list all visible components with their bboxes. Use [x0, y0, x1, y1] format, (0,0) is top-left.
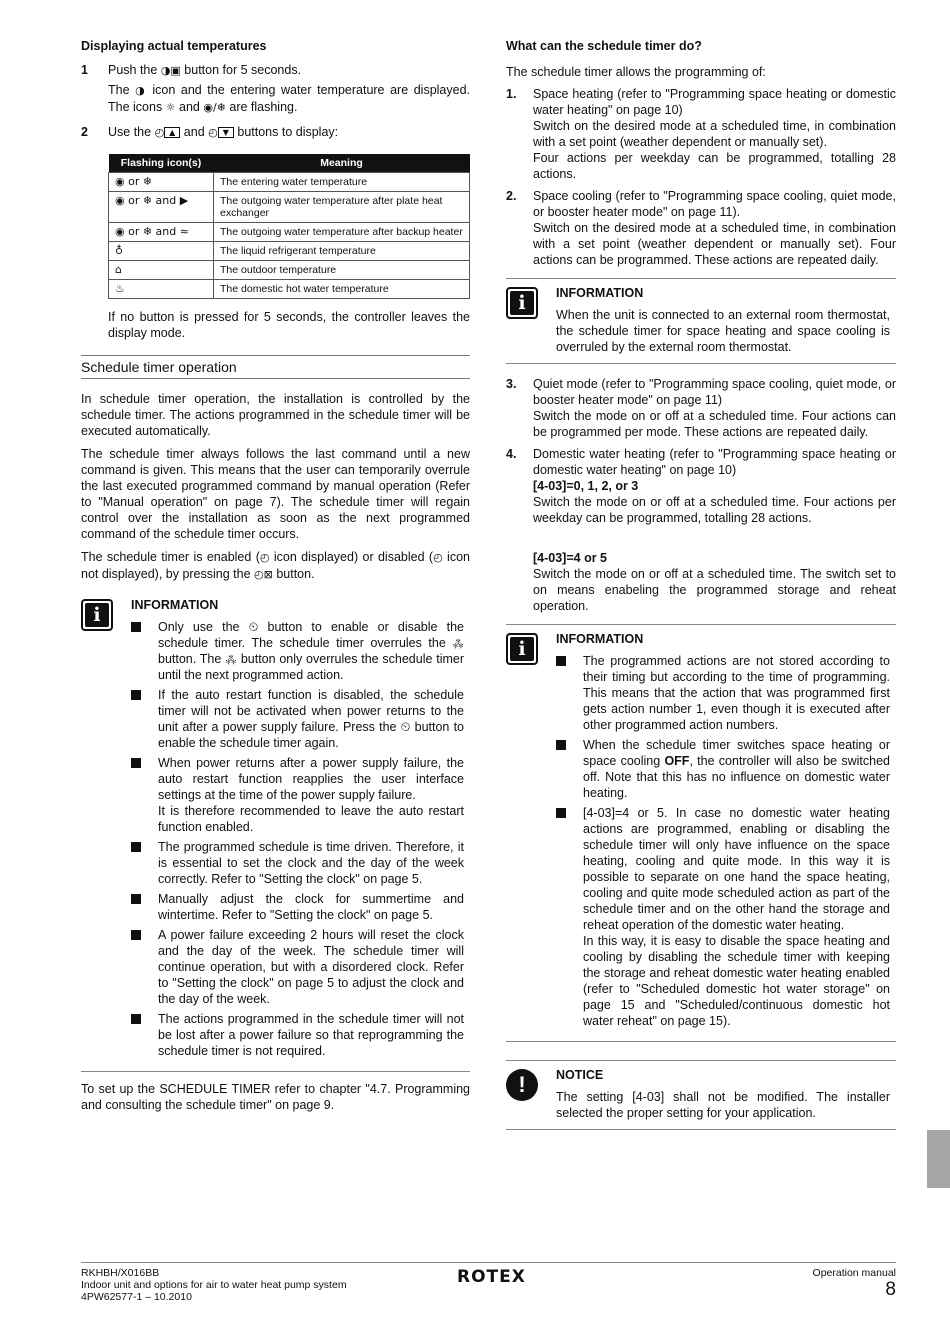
info-bullet: Only use the ⏲ button to enable or disable the schedule timer. The schedule timer overrules the ⁂ button. The ⁂ button only overrules the schedule timer until the next programmed action.	[131, 619, 464, 683]
bullet-square-icon	[556, 808, 566, 818]
footer-doc-number: 4PW62577-1 – 10.2010	[81, 1291, 192, 1303]
section-title: Schedule timer operation	[81, 355, 470, 379]
bullet-square-icon	[131, 690, 141, 700]
list-item: 3. Quiet mode (refer to "Programming space cooling, quiet mode, or booster heater mode" on page 11) Switch the mode on or off at a scheduled time. Four actions can be programmed per mode. These actions are repeated daily.	[506, 377, 896, 439]
info-symbol-icon: ◑	[135, 84, 147, 97]
list-item: 2. Space cooling (refer to "Programming space cooling, quiet mode, or booster heater mode" on page 11). Switch on the desired mode at a scheduled time, in combination with a set point (weather dependent or manually set). Four actions can be programmed. These actions are repeated daily.	[506, 189, 896, 267]
sun-icon: ☼	[165, 101, 176, 114]
setting-label: [4-03]=0, 1, 2, or 3	[533, 479, 639, 493]
info-text: When the unit is connected to an external room thermostat, the schedule timer for space heating and space cooling is overruled by the external room thermostat.	[556, 308, 890, 354]
icon-table-wrap	[108, 154, 470, 341]
footer-description: Indoor unit and options for air to water heat pump system	[81, 1279, 347, 1291]
heat-cool-icon: ◉/❄	[203, 101, 226, 114]
table-row	[109, 280, 470, 299]
info-bullet: Manually adjust the clock for summertime and wintertime. Refer to "Setting the clock" on page 5.	[131, 891, 464, 923]
info-bullet: When the schedule timer switches space heating or space cooling OFF, the controller will also be switched off. Note that this has no influence on domestic water heating.	[556, 737, 890, 801]
down-arrow-icon: ▼	[218, 127, 234, 138]
timer-icon: ◴	[433, 551, 443, 564]
step-1-detail: The ◑ icon and the entering water temperature are displayed. The icons ☼ and ◉/❄ are flashing.	[108, 83, 470, 114]
list-item: 1. Space heating (refer to "Programming space heating or domestic water heating" on page 10) Switch on the desired mode at a scheduled time, in combination with a set point (weather dependent or manually set). Four actions per weekday can be programmed, totalling 28 actions.	[506, 87, 896, 181]
table-row	[109, 242, 470, 261]
table-meaning-cell: The outgoing water temperature after plate heat exchanger	[214, 192, 470, 223]
bullet-square-icon	[556, 656, 566, 666]
information-box	[81, 591, 470, 1072]
left-column	[81, 38, 470, 1113]
table-meaning-cell: The outdoor temperature	[214, 261, 470, 280]
table-meaning-cell: The entering water temperature	[214, 173, 470, 192]
table-row	[109, 223, 470, 242]
bullet-square-icon	[131, 842, 141, 852]
information-box	[506, 278, 896, 364]
timer-icon: ◴	[259, 551, 270, 564]
setting-label: [4-03]=4 or 5	[533, 551, 607, 565]
up-arrow-icon: ▲	[164, 127, 180, 138]
table-header-row	[109, 154, 470, 173]
bullet-square-icon	[131, 758, 141, 768]
step-text: button for 5 seconds.	[180, 63, 302, 77]
bullet-square-icon	[556, 740, 566, 750]
table-icon-cell: ◉ or ❄ and ≈	[109, 223, 214, 242]
information-icon: i	[506, 633, 538, 665]
header-meaning: Meaning	[214, 154, 470, 173]
info-title: INFORMATION	[556, 632, 644, 646]
table-icon-cell: ◉ or ❄ and ▶	[109, 192, 214, 223]
step-text: Push the	[108, 63, 161, 77]
flashing-icons-table	[108, 154, 470, 299]
step-2: 2 Use the ◴ ▲ and ◴ ▼ buttons to display:	[81, 125, 339, 139]
timer-button-icon: ◴⊠	[254, 568, 273, 581]
info-bullet: When power returns after a power supply failure, the auto restart function reapplies the user interface settings at the time of the power supply failure. It is therefore recommended to leave the auto restart function enabled.	[131, 755, 464, 835]
table-meaning-cell: The domestic hot water temperature	[214, 280, 470, 299]
header-flashing-icons: Flashing icon(s)	[109, 154, 214, 173]
table-meaning-cell: The liquid refrigerant temperature	[214, 242, 470, 261]
page-edge-tab	[927, 1130, 950, 1188]
footer-manual-label: Operation manual	[812, 1267, 896, 1279]
table-icon-cell: ♁	[109, 242, 214, 261]
bullet-square-icon	[131, 622, 141, 632]
info-title: INFORMATION	[556, 286, 644, 300]
page-footer	[81, 1262, 896, 1303]
table-icon-cell: ◉ or ❄	[109, 173, 214, 192]
bullet-square-icon	[131, 894, 141, 904]
paragraph: In schedule timer operation, the installation is controlled by the schedule timer. The actions programmed in the schedule timer will be executed automatically.	[81, 392, 470, 438]
table-meaning-cell: The outgoing water temperature after backup heater	[214, 223, 470, 242]
notice-title: NOTICE	[556, 1068, 604, 1082]
information-icon: i	[81, 599, 113, 631]
bullet-square-icon	[131, 930, 141, 940]
display-button-icon: ◑▣	[160, 64, 181, 77]
rotex-logo: ROTEX	[457, 1267, 526, 1287]
step-number: 1	[81, 63, 88, 77]
clock-down-button-icon: ◴	[208, 126, 218, 139]
info-bullet: The actions programmed in the schedule timer will not be lost after a power failure so that reprogramming the schedule timer is not required.	[131, 1011, 464, 1059]
paragraph: The schedule timer always follows the last command until a new command is given. This means that the user can temporarily overrule the last executed programmed command by manual operation (Refer to "Manual operation" on page 7). The schedule timer will regain control over the installation as soon as the next programmed command of the schedule timer occurs.	[81, 447, 470, 541]
enable-paragraph: The schedule timer is enabled (◴ icon displayed) or disabled (◴ icon not displayed), by pressing the ◴⊠ button.	[81, 550, 470, 581]
list-item: 4. Domestic water heating (refer to "Programming space heating or domestic water heating" on page 10) [4-03]=0, 1, 2, or 3 Switch the mode on or off at a scheduled time. Four actions per weekday can be programmed, totalling 28 actions. [4-03]=4 or 5 Switch the mode on or off at a scheduled time. The switch set to on means enabeling the programmed storage and reheat operation.	[506, 447, 896, 613]
schedule-heading: What can the schedule timer do?	[506, 39, 702, 53]
table-row	[109, 173, 470, 192]
notice-text: The setting [4-03] shall not be modified. The installer selected the proper setting for your application.	[556, 1090, 890, 1120]
after-table-note: If no button is pressed for 5 seconds, the controller leaves the display mode.	[108, 310, 470, 340]
bullet-square-icon	[131, 1014, 141, 1024]
page-number: 8	[885, 1279, 896, 1300]
closing-paragraph: To set up the SCHEDULE TIMER refer to chapter "4.7. Programming and consulting the schedule timer" on page 9.	[81, 1082, 470, 1112]
step-1	[81, 62, 470, 116]
info-bullet: [4-03]=4 or 5. In case no domestic water heating actions are programmed, enabling or disabling the schedule timer will only have influence on the space heating, cooling and quite mode. In this way it is possible to separate on one hand the space heating, cooling and quite mode scheduled action as part of the schedule timer and on the other hand the storage and reheat operation of the domestic water heating. In this way, it is easy to disable the space heating and cooling by disabling the schedule timer with keeping the storage and reheat domestic water heating enabled (refer to "Scheduled domestic hot water storage" on page 15 and "Scheduled/continuous domestic hot water reheat" on page 15).	[556, 805, 890, 1029]
table-icon-cell: ♨	[109, 280, 214, 299]
info-bullet: A power failure exceeding 2 hours will reset the clock and the day of the week. The schedule timer will continue operation, but with a disordered clock. Refer to "Setting the clock" on page 5 to adjust the clock and the day of the week.	[131, 927, 464, 1007]
step-number: 2	[81, 125, 88, 139]
display-temps-heading: Displaying actual temperatures	[81, 39, 267, 53]
right-column	[506, 38, 896, 1130]
info-bullet: The programmed schedule is time driven. Therefore, it is essential to set the clock and the day of the week correctly. Refer to "Setting the clock" on page 5.	[131, 839, 464, 887]
exclamation-icon: !	[506, 1069, 538, 1101]
intro: The schedule timer allows the programming of:	[506, 65, 766, 79]
notice-box	[506, 1060, 896, 1130]
table-icon-cell: ⌂	[109, 261, 214, 280]
information-icon: i	[506, 287, 538, 319]
table-row	[109, 261, 470, 280]
footer-model: RKHBH/X016BB	[81, 1267, 160, 1279]
clock-up-button-icon: ◴	[154, 126, 165, 139]
info-bullet: If the auto restart function is disabled, the schedule timer will not be activated when power returns to the unit after a power supply failure. Press the ⏲ button to enable the schedule timer again.	[131, 687, 464, 751]
table-row	[109, 192, 470, 223]
info-title: INFORMATION	[131, 598, 219, 612]
info-bullet: The programmed actions are not stored according to their timing but according to the time of programming. This means that the action that was programmed first gets action number 1, even though it is executed after other programmed action numbers.	[556, 653, 890, 733]
information-box	[506, 624, 896, 1042]
